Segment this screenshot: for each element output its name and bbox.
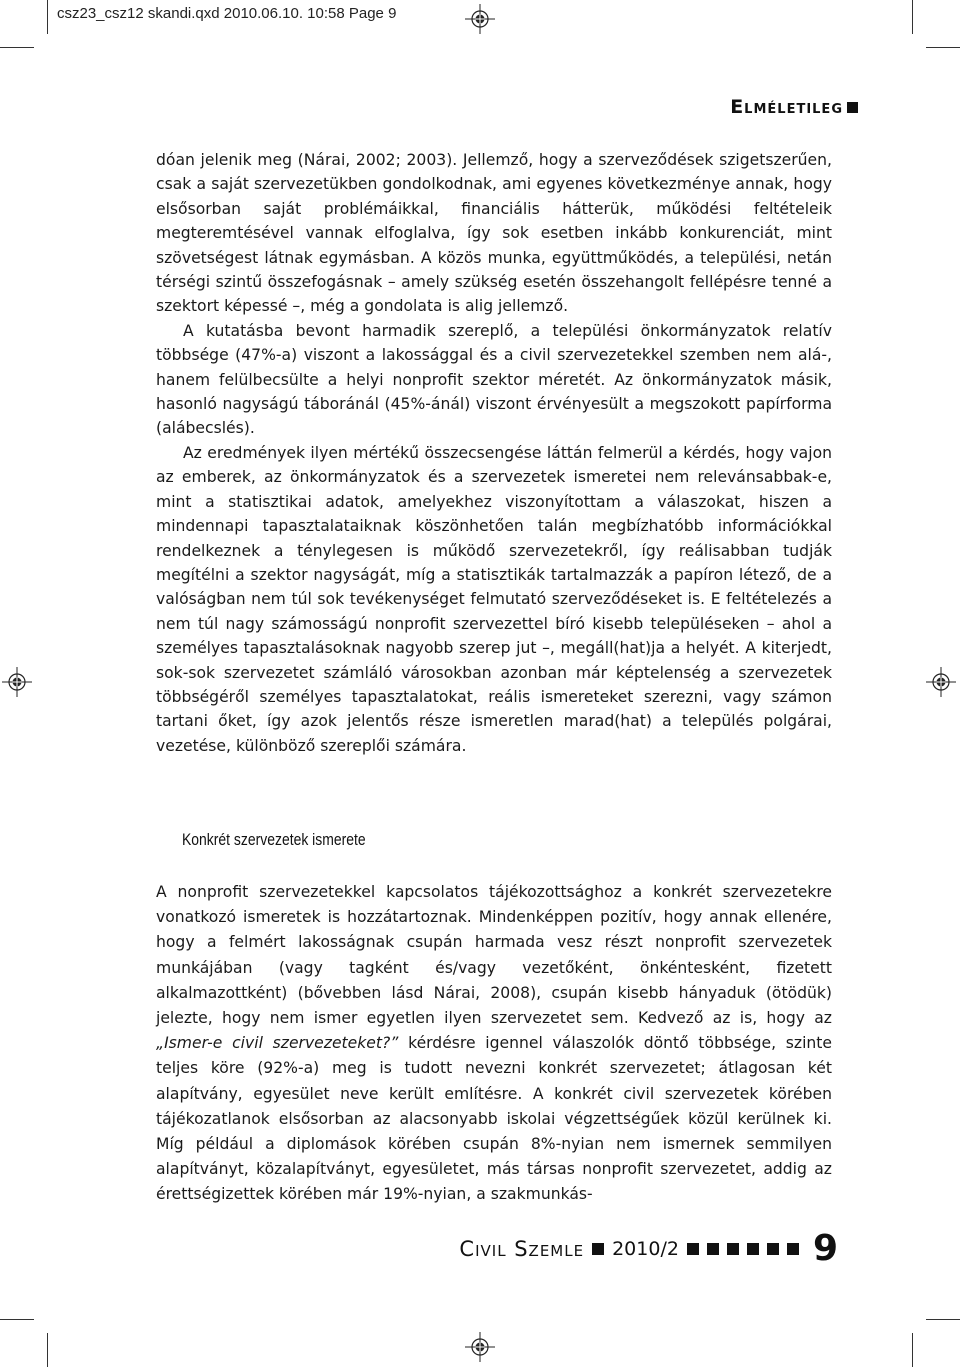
registration-crosshair-icon: [2, 667, 32, 697]
black-square-icon: [592, 1243, 604, 1255]
black-square-icon: [767, 1243, 779, 1255]
registration-crosshair-icon: [926, 667, 956, 697]
black-square-icon: [727, 1243, 739, 1255]
crop-mark-top-left: [47, 0, 48, 34]
issue-number: 2010/2: [612, 1237, 679, 1260]
subheading: Konkrét szervezetek ismerete: [182, 830, 366, 849]
crop-mark-top-right-h: [926, 47, 960, 48]
crop-mark-bottom-right: [912, 1333, 913, 1367]
body-text-block-1: [156, 148, 832, 758]
black-square-icon: [747, 1243, 759, 1255]
crop-mark-top-left-h: [0, 47, 34, 48]
page-number: 9: [812, 1228, 838, 1269]
print-slug: csz23_csz12 skandi.qxd 2010.06.10. 10:58 Page 9: [57, 5, 397, 22]
black-square-icon: [707, 1243, 719, 1255]
crop-mark-bottom-left-h: [0, 1319, 34, 1320]
page-footer: [459, 1228, 838, 1269]
paragraph: [156, 880, 832, 1208]
crop-mark-bottom-right-h: [926, 1319, 960, 1320]
quoted-question: „Ismer-e civil szervezeteket?”: [156, 1034, 399, 1053]
registration-crosshair-icon: [465, 1332, 495, 1362]
black-square-icon: [687, 1243, 699, 1255]
section-title: Elméletileg: [730, 96, 843, 118]
black-square-icon: [787, 1243, 799, 1255]
paragraph-text: kérdésre igennel válaszolók döntő többsége, szinte teljes köre (92%-a) meg is tudott nevezni konkrét szervezetet; átlagosan két alapítvány, egyesület neve került említésre. A konkrét civil szervezetek körében tájékozatlanok elsősorban az alacsonyabb iskolai végzettségűek közül kerülnek ki. Míg például a diplomások körében csupán 8%-nyian nem ismernek semmilyen alapítványt, közalapítványt, egyesületet, más társas nonprofit szervezetet, addig az érettségizettek körében már 19%-nyian, a szakmunkás-: [156, 1034, 833, 1204]
journal-title: Civil Szemle: [459, 1236, 585, 1261]
black-square-icon: [847, 102, 858, 113]
paragraph: Az eredmények ilyen mértékű összecsengése láttán felmerül a kérdés, hogy vajon az emberek, az önkormányzatok és a szervezetek ismeretei nem relevánsabbak-e, mint a statisztikai adatok, amelyekhez viszonyítottam a válaszokat, hiszen a mindennapi tapasztalataiknak köszönhetően talán megbízhatóbb információkkal rendelkeznek a ténylegesen is működő szervezetekről, így reálisabban tudják megítélni a szektor nagyságát, míg a statisztikák tartalmazzák a papíron létező, de a valóságban nem túl sok tevékenységet felmutató szerveződéseket is. E feltételezés a nem túl nagy számosságú nonprofit szervezettel bíró kisebb településeken – ahol a személyes tapasztalásoknak nagyobb szerep jut –, megáll(hat)ja a helyét. A kiterjedt, sok-sok szervezetet számláló városokban azonban már képtelenség a szervezetek többségéről személyes tapasztalatokat, reális ismereteket szerezni, vagy számon tartani őket, így azok jelentős része ismeretlen marad(hat) a település polgárai, vezetése, különböző szereplői számára.: [156, 443, 832, 755]
crop-mark-top-right: [912, 0, 913, 34]
running-section-header: [730, 96, 858, 118]
registration-crosshair-icon: [465, 4, 495, 34]
crop-mark-bottom-left: [47, 1333, 48, 1367]
paragraph: A kutatásba bevont harmadik szereplő, a települési önkormányzatok relatív többsége (47%-a) viszont a lakossággal és a civil szervezetekkel szemben nem alá-, hanem felülbecsülte a helyi nonprofit szektor méretét. Az önkormányzatok másik, hasonló nagyságú táboránál (45%-ánál) viszont érvényesült a megszokott papírforma (alábecslés).: [156, 321, 832, 438]
body-text-block-2: [156, 880, 832, 1208]
paragraph-text: A nonprofit szervezetekkel kapcsolatos tájékozottsághoz a konkrét szervezetekre vonatkozó ismeretek is hozzátartoznak. Mindenképpen pozitív, hogy annak ellenére, hogy a felmért lakosságnak csupán harmada vesz részt nonprofit szervezetek munkájában (vagy tagként és/vagy vezetőként, önkéntesként, fizetett alkalmazottként) (bővebben lásd Nárai, 2008), csupán kisebb hányaduk (ötödük) jelezte, hogy nem ismer egyetlen ilyen szervezetet sem. Kedvező az is, hogy az: [156, 883, 832, 1028]
paragraph: dóan jelenik meg (Nárai, 2002; 2003). Jellemző, hogy a szerveződések szigetszerűen, csak a saját szervezetükben gondolkodnak, ami egyenes következménye annak, hogy elsősorban saját problémáikkal, financiális hátterük, működési feltételeik megteremtésével vannak elfoglalva, így sok esetben inkább konkurenciát, mint szövetségest látnak egymásban. A közös munka, együttműködés, a települési, netán térségi szintű összefogásnak – amely szükség esetén összehangolt fellépésre tenné a szektort képessé –, még a gondolata is alig jellemző.: [156, 151, 832, 316]
